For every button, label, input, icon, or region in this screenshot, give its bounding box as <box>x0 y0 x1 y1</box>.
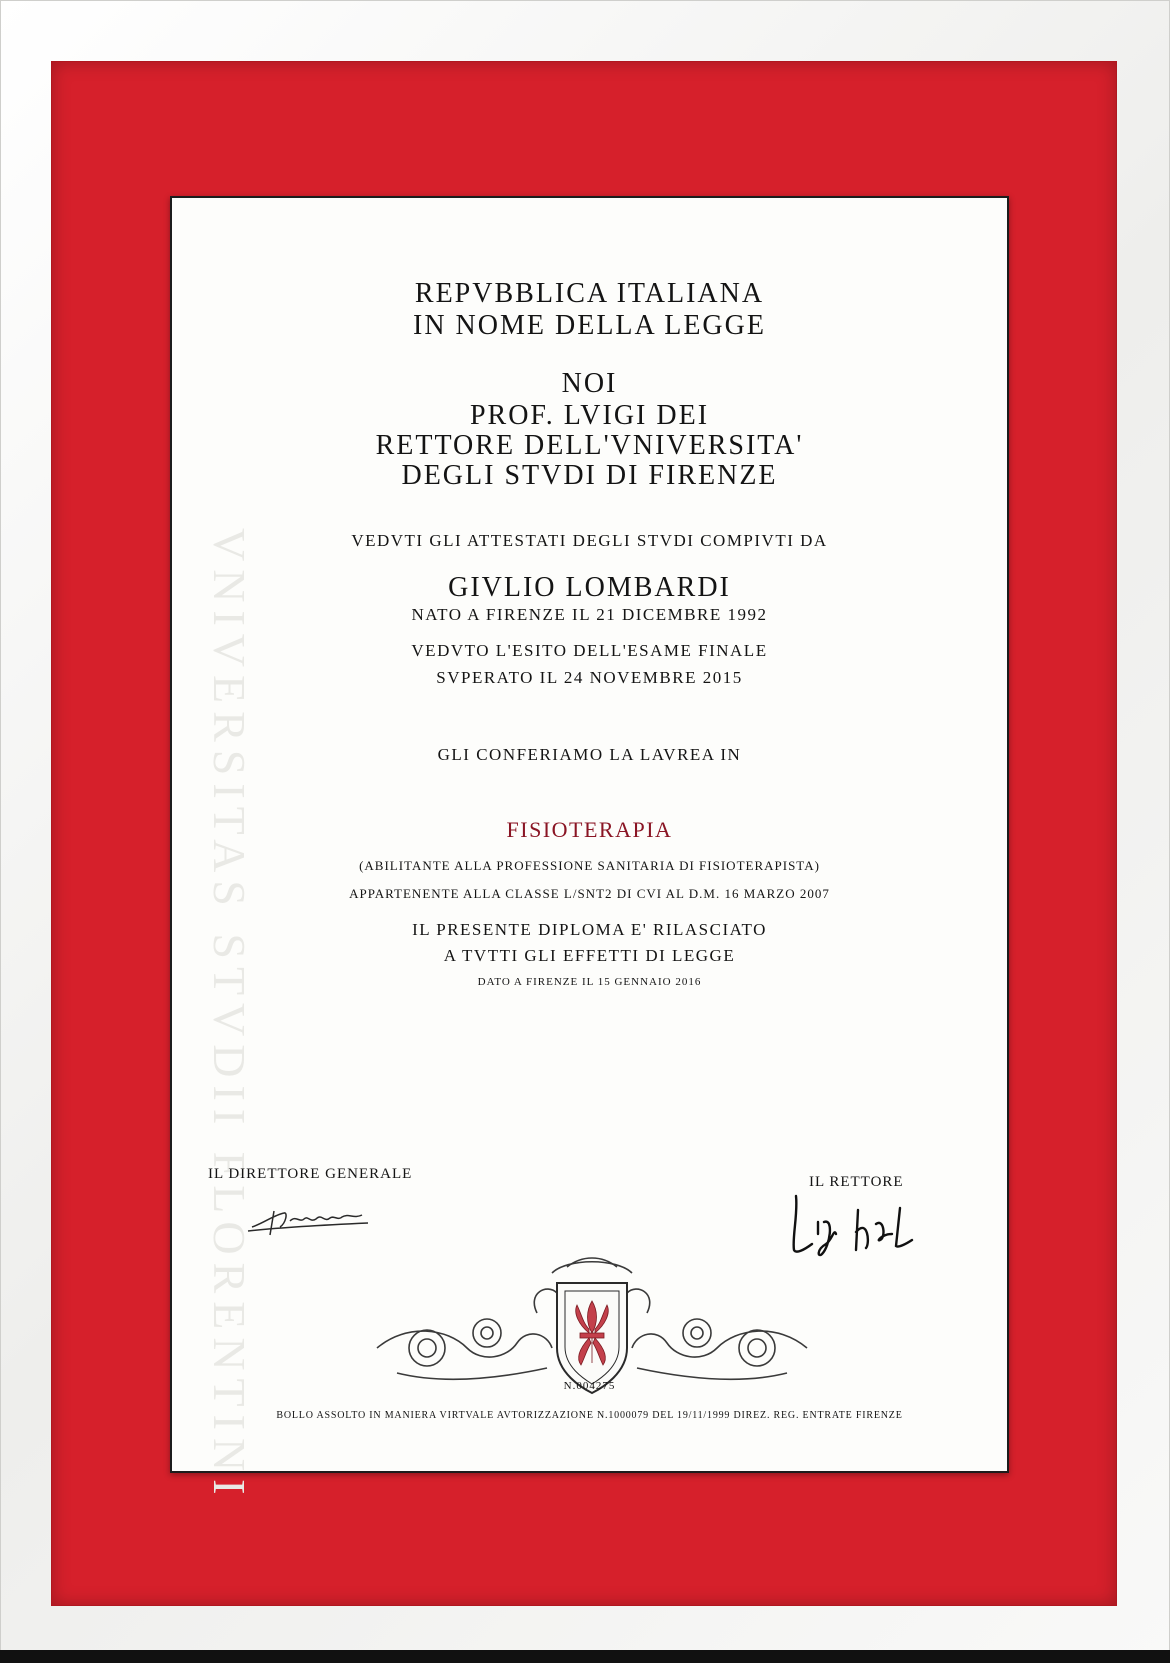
issued-line-1: IL PRESENTE DIPLOMA E' RILASCIATO <box>412 920 767 939</box>
rector-name: PROF. LVIGI DEI <box>469 400 710 431</box>
rector-label: IL RETTORE <box>809 1174 904 1190</box>
exam-line-2: SVPERATO IL 24 NOVEMBRE 2015 <box>436 668 743 687</box>
dated-line: DATO A FIRENZE IL 15 GENNAIO 2016 <box>477 976 702 988</box>
diploma-sheet <box>170 196 1009 1503</box>
issued-line-2: A TVTTI GLI EFFETTI DI LEGGE <box>443 946 736 965</box>
confer-line: GLI CONFERIAMO LA LAVREA IN <box>437 745 742 764</box>
serial-number: N.004275 <box>563 1380 616 1392</box>
footer-stamp-duty: BOLLO ASSOLTO IN MANIERA VIRTVALE AVTORIZZAZIONE N.1000079 DEL 19/11/1999 DIREZ. REG. ENTRATE FIRENZE <box>276 1410 903 1421</box>
class-line: APPARTENENTE ALLA CLASSE L/SNT2 DI CVI AL D.M. 16 MARZO 2007 <box>349 886 830 901</box>
noi-line: NOI <box>561 368 618 399</box>
director-signature <box>244 1193 374 1243</box>
bottom-edge <box>0 1650 1170 1663</box>
degree-note: (ABILITANTE ALLA PROFESSIONE SANITARIA DI FISIOTERAPISTA) <box>359 858 820 873</box>
university-name: DEGLI STVDI DI FIRENZE <box>401 460 778 491</box>
degree-title: FISIOTERAPIA <box>506 817 673 842</box>
exam-line-1: VEDVTO L'ESITO DELL'ESAME FINALE <box>411 641 768 660</box>
header-republic: REPVBBLICA ITALIANA <box>414 278 765 309</box>
director-label: IL DIRETTORE GENERALE <box>208 1166 413 1182</box>
rector-title: RETTORE DELL'VNIVERSITA' <box>375 430 804 461</box>
birth-line: NATO A FIRENZE IL 21 DICEMBRE 1992 <box>411 605 768 624</box>
watermark: VNIVERSITAS STVDII FLORENTINI <box>204 528 255 1503</box>
graduate-name: GIVLIO LOMBARDI <box>448 572 731 603</box>
attestations-line: VEDVTI GLI ATTESTATI DEGLI STVDI COMPIVTI DA <box>351 531 828 550</box>
header-law: IN NOME DELLA LEGGE <box>413 310 766 341</box>
